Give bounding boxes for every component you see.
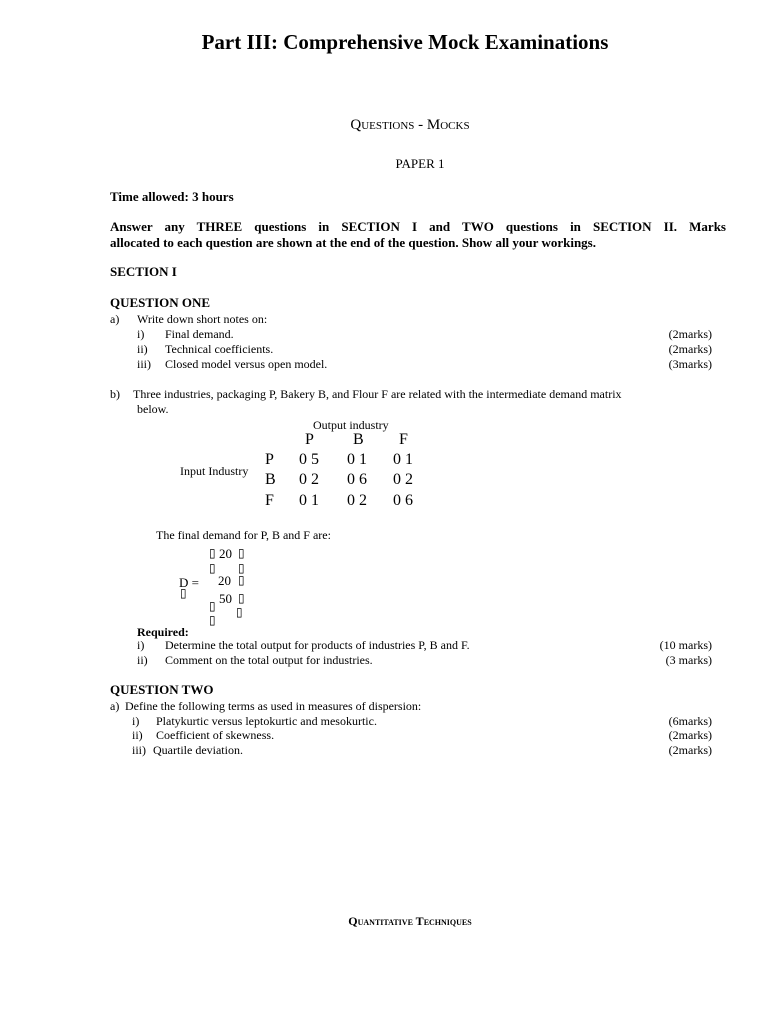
marks-value: (2marks) — [668, 342, 712, 356]
instructions-line-2: allocated to each question are shown at the end of the question. Show all your workings. — [110, 235, 596, 250]
list-item-text: Quartile deviation. — [153, 743, 243, 757]
list-item-number: ii) — [132, 728, 143, 742]
part-b-label: b) — [110, 387, 120, 401]
matrix-cell: 0 2 — [299, 471, 319, 488]
bracket-glyph: ▯ — [209, 613, 216, 627]
question-two-heading: QUESTION TWO — [110, 682, 214, 697]
marks-value: (2marks) — [668, 728, 712, 742]
list-item-text: Comment on the total output for industries. — [165, 653, 373, 667]
instructions-line-1: Answer any THREE questions in SECTION I and TWO questions in SECTION II. Marks — [110, 219, 726, 234]
final-demand-text: The final demand for P, B and F are: — [156, 528, 331, 542]
marks-value: (2marks) — [668, 743, 712, 757]
list-item-text: Final demand. — [165, 327, 234, 341]
list-item-text: Closed model versus open model. — [165, 357, 328, 371]
column-header: B — [353, 431, 364, 448]
list-item-text: Determine the total output for products of industries P, B and F. — [165, 638, 470, 652]
row-header: P — [265, 451, 274, 468]
column-header: P — [305, 431, 314, 448]
matrix-cell: 0 5 — [299, 451, 319, 468]
vector-value: 50 — [219, 591, 232, 606]
marks-value: (3marks) — [668, 357, 712, 371]
column-header: F — [399, 431, 408, 448]
bracket-glyph: ▯ — [180, 586, 187, 600]
part-a-text: Write down short notes on: — [137, 312, 268, 326]
vector-value: 20 — [219, 546, 232, 561]
matrix-cell: 0 2 — [347, 492, 367, 509]
list-item-number: ii) — [137, 342, 148, 356]
list-item-number: i) — [132, 714, 140, 728]
part-b-text-line-1: Three industries, packaging P, Bakery B, and Flour F are related with the intermediate demand matrix — [133, 387, 622, 401]
matrix-cell: 0 6 — [393, 492, 413, 509]
matrix-cell: 0 1 — [299, 492, 319, 509]
list-item-text: Coefficient of skewness. — [156, 728, 275, 742]
list-item-text: Technical coefficients. — [165, 342, 274, 356]
part-a-label: a) — [110, 312, 120, 326]
matrix-cell: 0 2 — [393, 471, 413, 488]
page-title: Part III: Comprehensive Mock Examinations — [201, 30, 609, 54]
paper-label: PAPER 1 — [395, 156, 445, 171]
output-industry-label: Output industry — [313, 418, 389, 432]
marks-value: (3 marks) — [665, 653, 712, 667]
part-b-text-line-2: below. — [137, 402, 169, 416]
bracket-glyph: ▯ — [238, 546, 245, 560]
input-industry-label: Input Industry — [180, 464, 249, 478]
bracket-glyph: ▯ — [238, 591, 245, 605]
list-item-text: Platykurtic versus leptokurtic and mesokurtic. — [156, 714, 377, 728]
part-a-text: Define the following terms as used in measures of dispersion: — [125, 699, 422, 713]
list-item-number: i) — [137, 638, 145, 652]
row-header: F — [265, 492, 274, 509]
marks-value: (10 marks) — [659, 638, 712, 652]
marks-value: (2marks) — [668, 327, 712, 341]
section-subtitle: Questions - Mocks — [350, 117, 470, 133]
page-footer: Quantitative Techniques — [348, 914, 472, 928]
matrix-cell: 0 1 — [347, 451, 367, 468]
marks-value: (6marks) — [668, 714, 712, 728]
time-allowed: Time allowed: 3 hours — [110, 189, 234, 204]
question-one-heading: QUESTION ONE — [110, 295, 211, 310]
bracket-glyph: ▯ — [209, 599, 216, 613]
list-item-number: ii) — [137, 653, 148, 667]
bracket-glyph: ▯ — [209, 546, 216, 560]
bracket-glyph: ▯ — [238, 573, 245, 587]
list-item-number: iii) — [132, 743, 146, 757]
vector-label: D = — [179, 575, 199, 590]
bracket-glyph: ▯ — [209, 561, 216, 575]
bracket-glyph: ▯ — [236, 605, 243, 619]
bracket-glyph: ▯ — [238, 561, 245, 575]
vector-value: 20 — [218, 573, 231, 588]
matrix-cell: 0 6 — [347, 471, 367, 488]
list-item-number: iii) — [137, 357, 151, 371]
list-item-number: i) — [137, 327, 145, 341]
required-heading: Required: — [137, 625, 189, 639]
row-header: B — [265, 471, 276, 488]
matrix-cell: 0 1 — [393, 451, 413, 468]
part-a-label: a) — [110, 699, 120, 713]
section-heading: SECTION I — [110, 264, 177, 279]
